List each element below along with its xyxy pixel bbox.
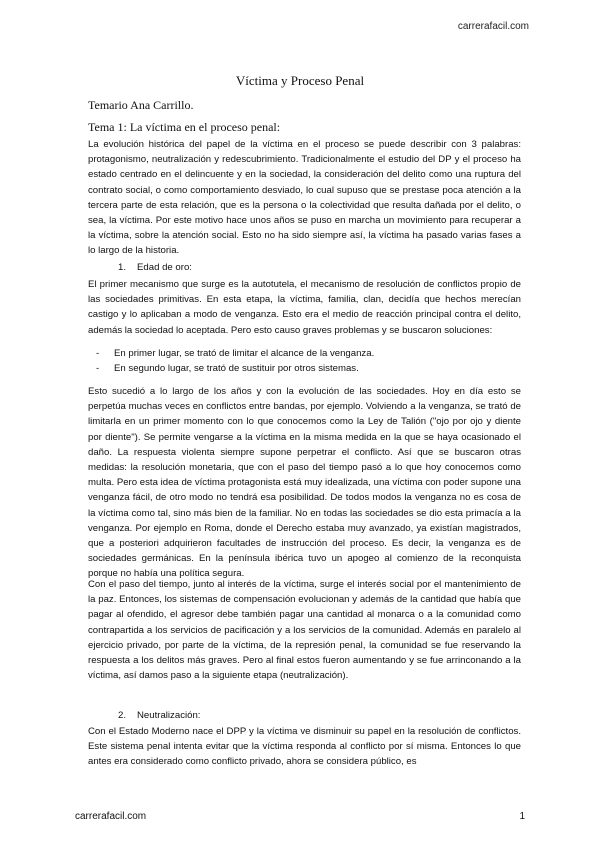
paragraph-text: Esto sucedió a lo largo de los años y con la evolución de las sociedades. Hoy en día esto se perpetúa muchas veces en conflictos entre bandas, por ejemplo. Volviendo a la venganza, se trató de limitarla en un primer momento con lo que conocemos como la Ley de Talión ("ojo por ojo y diente por diente"). Se permite vengarse a la víctima en la misma medida en la que se haya ocasionado el daño. La respuesta violenta siempre supone perpetrar el conflicto. Así que se buscaron otras medidas: la resolución monetaria, que con el paso del tiempo pasó a lo que hoy conocemos como multa. Pero esta idea de víctima protagonista está muy idealizada, una víctima con poder supone una venganza fácil, de otro modo no tendrá esa posibilidad. De todos modos la venganza no es cosa de la víctima como tal, sino más bien de la familiar. No en todas las sociedades se dio esta primacía a la venganza. Por ejemplo en Roma, donde el Derecho estaba muy avanzado, ya existían magistrados, que a posteriori adquirieron facultades de instrucción del proceso. Es decir, la venganza es de sociedades germánicas. En la península ibérica tuvo un apogeo al comienzo de la reconquista porque no había una política segura. xyxy=(88,386,521,580)
list-item xyxy=(88,361,521,376)
page-title: Víctima y Proceso Penal xyxy=(235,73,365,88)
dash-bullet: - xyxy=(96,348,100,359)
list-item xyxy=(88,346,521,361)
dash-bullet: - xyxy=(96,363,100,375)
paragraph-2 xyxy=(88,384,521,582)
section-heading: Tema 1: La víctima en el proceso penal: xyxy=(88,120,281,134)
intro-paragraph xyxy=(88,137,521,259)
list-number-2: 2. xyxy=(118,710,127,721)
list-label-2: Neutralización: xyxy=(137,710,201,721)
item1-paragraph xyxy=(88,277,521,338)
list-label-1: Edad de oro: xyxy=(137,262,192,273)
list-item-text: En primer lugar, se trató de limitar el alcance de la venganza. xyxy=(114,348,375,359)
footer-site-name: carrerafacil.com xyxy=(75,811,147,822)
list-item-text: En segundo lugar, se trató de sustituir por otros sistemas. xyxy=(114,363,359,375)
document-subtitle: Temario Ana Carrillo. xyxy=(88,98,194,112)
paragraph-text: La evolución histórica del papel de la víctima en el proceso se puede describir con 3 palabras: protagonismo, neutralización y redescubrimiento. Tradicionalmente el estudio del DP y el proceso ha estado centrado en el delincuente y en la sociedad, la consideración del delito como una ruptura del contrato social, o como comportamiento desviado, lo cual supuso que se prestase poca atención a la tercera parte de esta relación, que es la persona o la colectividad que resulta dañada por el delito, o sea, la víctima. Por este motivo hace unos años se puso en marcha un movimiento para recuperar a la víctima, sobre la atención social. Esto no ha sido siempre así, la víctima ha pasado varias fases a lo largo de la historia. xyxy=(88,139,521,257)
paragraph-text: El primer mecanismo que surge es la autotutela, el mecanismo de resolución de conflictos propio de las sociedades primitivas. En esta etapa, la víctima, familia, clan, decidía que hechos merecían castigo y lo aplicaban a modo de venganza. Esto era el medio de reacción principal contra el delito, además la sociedad lo aceptada. Pero esto causo graves problemas y se buscaron soluciones: xyxy=(88,279,521,336)
paragraph-text: Con el Estado Moderno nace el DPP y la víctima ve disminuir su papel en la resolución de conflictos. Este sistema penal intenta evitar que la víctima responda al conflicto por sí misma. Entonces lo que antes era considerado como conflicto privado, ahora se considera público, es xyxy=(88,726,521,768)
header-site-name: carrerafacil.com xyxy=(457,21,529,32)
bullet-list xyxy=(88,346,521,376)
page-number: 1 xyxy=(519,811,525,822)
item2-paragraph xyxy=(88,724,521,770)
paragraph-text: Con el paso del tiempo, junto al interés de la víctima, surge el interés social por el mantenimiento de la paz. Entonces, los sistemas de compensación evolucionan y además de la cantidad que había que pagar al ofendido, el agresor debe también pagar una cantidad al monarca o a la comunidad como contrapartida a los servicios de pacificación y a los servicios de la comunidad. Además en paralelo al ejercicio privado, por parte de la víctima, de la represión penal, la comunidad se fue reservando la respuesta a los delitos más graves. Pero al final estos fueron aumentando y se fue arrinconando a la víctima, así damos paso a la siguiente etapa (neutralización). xyxy=(88,579,521,682)
paragraph-3 xyxy=(88,577,521,683)
list-number-1: 1. xyxy=(118,262,127,273)
